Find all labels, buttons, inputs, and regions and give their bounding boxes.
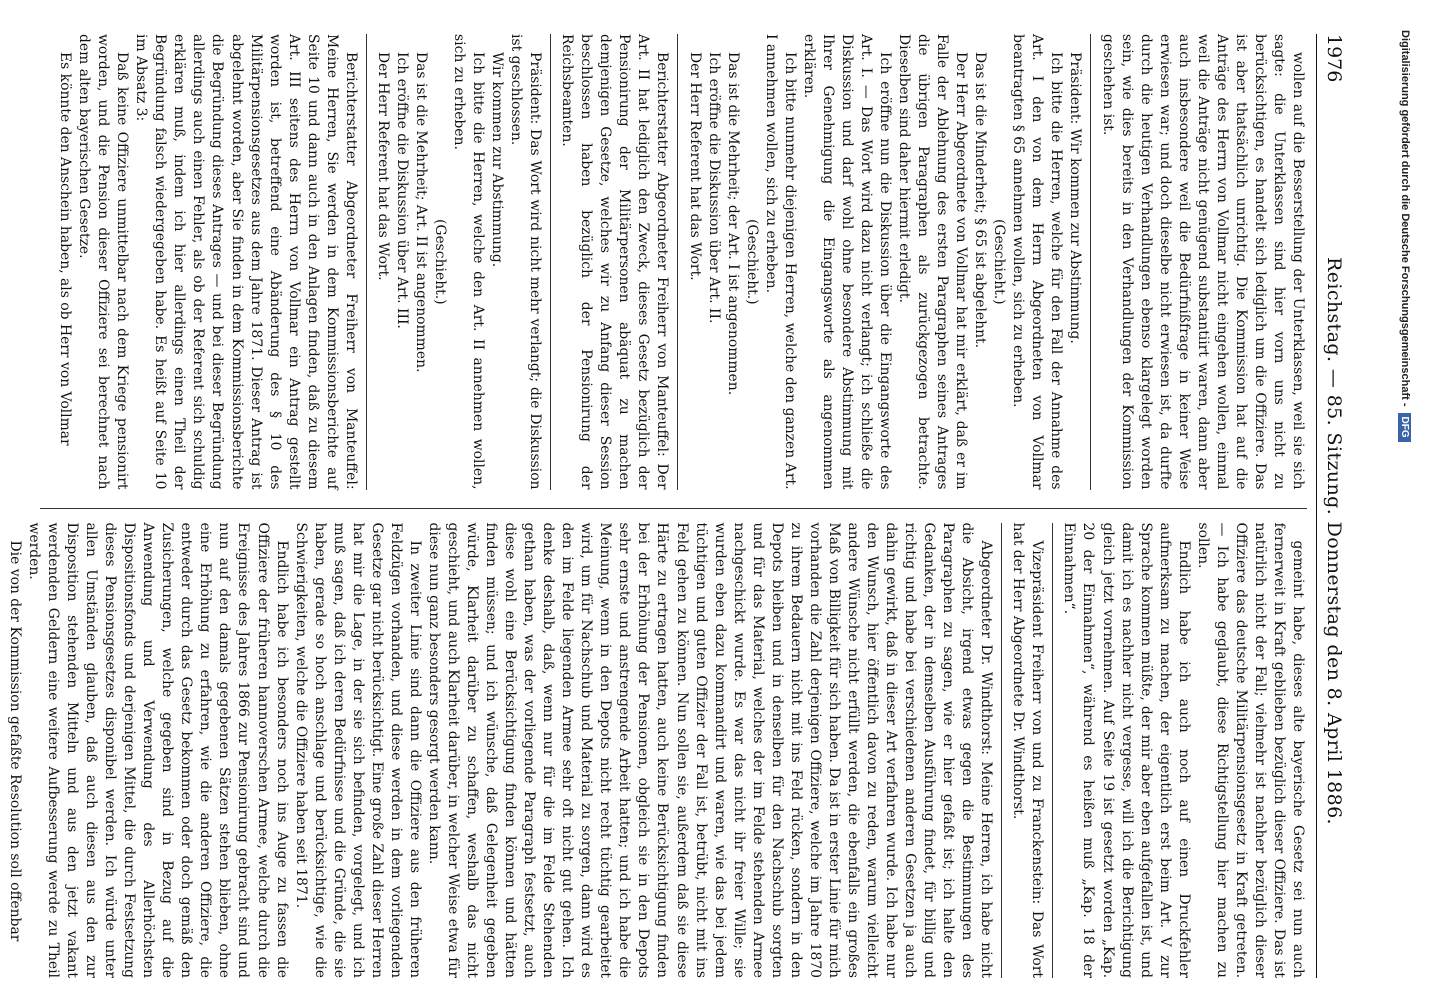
header-title: Reichstag. — 85. Sitzung. Donnerstag den 8. April 1886. [1323, 257, 1345, 825]
right-column [6, 508, 1307, 979]
paragraph: wollen auf die Besserstellung der Unterklassen, weil sie sich sagte: die Unterklassen sind hier vorn uns nicht zu berücksichtigen, es handelt sich lediglich um die Offiziere. Das ist aber thatsächlich unrichtig. Die Kommission hat auf die Anträge des Herrn von Vollmar nicht eingehen wollen, einmal weil die Anträge nicht genügend substantiirt waren, dann aber auch insbesondere weil die Bedürfnißfrage in keiner Weise erwiesen war; und doch dieselbe nicht erwiesen ist, da durfte durch die heutigen Verhandlungen ebenso klargelegt worden sein, wie dies bereits in den Verhandlungen der Kommission geschehen ist. [1099, 34, 1306, 490]
paragraph: Das ist die Minderheit; § 65 ist abgelehnt. [972, 52, 989, 349]
paragraph: Ich eröffne nun die Diskussion über die Eingangsworte des Art. I. — Das Wort wird dazu nicht verlangt; ich schließe die Diskussion und darf wohl ohne besondere Abstimmung mit Ihrer Genehmigung die Eingangsworte als angenommen erklären. [800, 34, 894, 490]
paragraph: (Geschieht.) [991, 218, 1008, 305]
paragraph: Das ist die Mehrheit; Art. II ist angenommen. [412, 52, 429, 373]
paragraph: (Geschieht.) [431, 218, 448, 305]
paragraph: Der Herr Abgeordnete von Vollmar hat mir erklärt, daß er im Falle der Ablehnung des ersten Paragraphen seines Antrages die übrigen Paragraphen als zurückgezogen betrachte. Dieselben sind daher hiermit erledigt. [896, 34, 970, 490]
paragraph: Ich eröffne die Diskussion über Art. II. [705, 52, 722, 324]
paragraph: Ich bitte nunmehr diejenigen Herren, welche den ganzen Art. I annehmen wollen, sich zu erheben. [762, 34, 798, 490]
paragraph: Der Herr Referent hat das Wort. [366, 34, 392, 490]
paragraph: Der Herr Referent hat das Wort. [678, 34, 704, 490]
dfg-credit-text: Digitalisierung gefördert durch die Deutsche Forschungsgemeinschaft - [1399, 30, 1411, 407]
running-header [1316, 34, 1351, 978]
paragraph: (Geschieht.) [743, 218, 760, 305]
paragraph: Vizepräsident Freiherr von und zu Franckenstein: Das Wort hat der Herr Abgeordnete Dr. Windthorst. [1001, 523, 1046, 979]
paragraph: Ich eröffne die Diskussion über Art. III. [393, 52, 410, 329]
paragraph: Präsident: Wir kommen zur Abstimmung. [1065, 34, 1091, 490]
paragraph: Ich bitte die Herren, welche für den Fall der Annahme des Art. I den von dem Herrn Abgeordneten von Vollmar beantragten § 65 annehmen wollen, sich zu erheben. [1010, 34, 1065, 490]
paragraph: Das ist die Mehrheit; der Art. I ist angenommen. [724, 52, 741, 396]
paragraph: Daß keine Offiziere unmittelbar nach dem Kriege pensionirt worden, und die Pension dieser Offiziere sei berechnet nach dem alten bayerischen Gesetze. [76, 34, 131, 490]
paragraph: Berichterstatter Abgeordneter Freiherr von Manteuffel: Meine Herren, Sie werden in dem Kommissionsberichte auf Seite 10 und dann auch in den Anlagen finden, daß zu diesem Art. III seitens des Herrn von Vollmar ein Antrag gestellt worden ist, betreffend eine Abänderung des § 10 des Militärpensionsgesetzes aus dem Jahre 1871. Dieser Antrag ist abgelehnt worden, aber Sie finden in dem Kommissionsberichte die Begründung dieses Antrages — und bei dieser Begründung allerdings auch einen Fehler, als ob der Referent sich schuldig erklären muß, indem ich hier allerdings einen Theil der Begründung falsch wiedergegeben habe. Es heißt auf Seite 10 im Absatz 3: [133, 34, 359, 490]
dfg-logo: DFG [1399, 413, 1412, 442]
paragraph: Es könnte den Anschein haben, als ob Herr von Vollmar [57, 52, 74, 446]
paragraph: Berichterstatter Abgeordneter Freiherr von Manteuffel: Der Art. II hat lediglich den Zweck, dieses Gesetz bezüglich der Pensionirung der Militärpersonen abäquat zu machen demjenigen Gesetze, welches wir zu Anfang dieser Session beschlossen haben bezüglich der Pensionirung der Reichsbeamten. [559, 34, 671, 490]
paragraph: Präsident: Das Wort wird nicht mehr verlangt; die Diskussion ist geschlossen. [506, 34, 551, 490]
paragraph: Wir kommen zur Abstimmung. [489, 52, 506, 268]
page-number: 1976 [1323, 34, 1345, 83]
paragraph: Die von der Kommission gefaßte Resolution soll offenbar [6, 540, 23, 942]
paragraph: In zweiter Linie sind dann die Offiziere aus den früheren Feldzügen vorhanden, und diese werden in dem vorliegenden Gesetze gar nicht berücksichtigt. Eine große Zahl dieser Herren hat mir die Lage, in der sie sich befinden, vorgelegt, und ich muß sagen, daß ich deren Bedürfnisse und die Gründe, die sie haben, gerade so hoch anschlage und berücksichtige, wie die Schwierigkeiten, welche die Offiziere haben seit 1871. [292, 522, 423, 979]
left-column [40, 34, 1307, 490]
paragraph: Endlich habe ich auch noch auf einen Druckfehler aufmerksam zu machen, der eigentlich erst beim Art. V zur Sprache kommen müßte, der mir aber eben aufgefallen ist, und damit ich es nachher nicht vergesse, will ich die Berichtigung gleich jetzt vornehmen. Auf Seite 19 ist gesetzt worden „Kap. 20 der Einnahmen“, während es heißen muß „Kap. 18 der Einnahmen“. [1052, 523, 1192, 979]
paragraph: gemeint habe, dieses alte bayerische Gesetz sei nun auch fernerweit in Kraft geblieben bezüglich dieser Offiziere. Das ist natürlich nicht der Fall; vielmehr ist nachher bezüglich dieser Offiziere das deutsche Militärpensionsgesetz in Kraft getreten. — Ich habe geglaubt, diese Richtigstellung hier machen zu sollen. [1194, 522, 1306, 978]
paragraph: Endlich habe ich besonders noch ins Auge zu fassen die Offiziere der früheren hannoverschen Armee, welche durch die Ereignisse des Jahres 1866 zur Pensionirung gebracht sind und nun auf den damals gegebenen Sätzen stehen blieben, ohne eine Erhöhung zu erfahren, wie die anderen Offiziere, die entweder durch das Gesetz bekommen oder doch gemäß den Zusicherungen, welche gegeben sind in Bezug auf die Anwendung und Verwendung des Allerhöchsten Dispositionsfonds und derjenigen Mittel, die durch Festsetzung dieses Pensionsgesetzes disponibel werden. Ich würde unter allen Umständen glauben, daß auch diesen aus den zur Disposition stehenden Mitteln und aus den jetzt vakant werdenden Geldern eine weitere Aufbesserung werde zu Theil werden. [25, 522, 290, 978]
text-columns [6, 34, 1307, 979]
paragraph: Ich bitte die Herren, welche den Art. II annehmen wollen, sich zu erheben. [451, 34, 487, 490]
paragraph: Abgeordneter Dr. Windthorst: Meine Herren, ich habe nicht die Absicht, irgend etwas gegen die Bestimmungen des Paragraphen zu sagen, wie er hier gefaßt ist; ich halte den Gedanken, der in demselben Ausführung findet, für billig und richtig und habe bei verschiedenen anderen Gesetzen ja auch dahin gewirkt, daß in dieser Art verfahren wurde. Ich habe nur den Wunsch, hier öffentlich davon zu reden, warum vielleicht andere Wünsche nicht erfüllt werden, die ebenfalls ein großes Maß von Billigkeit für sich haben. Da ist in erster Linie für mich vorhanden die Zahl derjenigen Offiziere, welche im Jahre 1870 zu ihrem Bedauern nicht mit ins Feld rücken, sondern in den Depots bleiben und in denselben für den Nachschub sorgten und für das Material, welches der im Felde stehenden Armee nachgeschickt wurde. Es war das nicht ihr freier Wille; sie wurden eben dazu kommandirt und waren, wie das bei jedem tüchtigen und guten Offizier der Fall ist, betrübt, nicht mit ins Feld gehen zu können. Nun sollen sie, außerdem daß sie diese Härte zu ertragen hatten, auch keine Berücksichtigung finden bei der Erhöhung der Pensionen, obgleich sie in den Depots sehr ernste und anstrengende Arbeit hatten; und ich habe die Meinung, wenn in den Depots nicht recht tüchtig gearbeitet wird, um für Nachschub und Material zu sorgen, dann wird es den im Felde liegenden Armee sehr oft nicht gut gehen. Ich denke deshalb, daß, wenn nur für die im Felde Stehenden gethan haben, was der vorliegende Paragraph festsetzt, auch diese wohl eine Berücksichtigung finden können und hätten finden müssen; und ich wünsche, daß Gelegenheit gegeben würde, Klarheit darüber zu schaffen, weshalb das nicht geschieht, und auch Klarheit darüber, in welcher Weise etwa für diese nun ganz besonders gesorgt werden kann. [425, 522, 995, 978]
dfg-margin-note [1385, 30, 1425, 890]
